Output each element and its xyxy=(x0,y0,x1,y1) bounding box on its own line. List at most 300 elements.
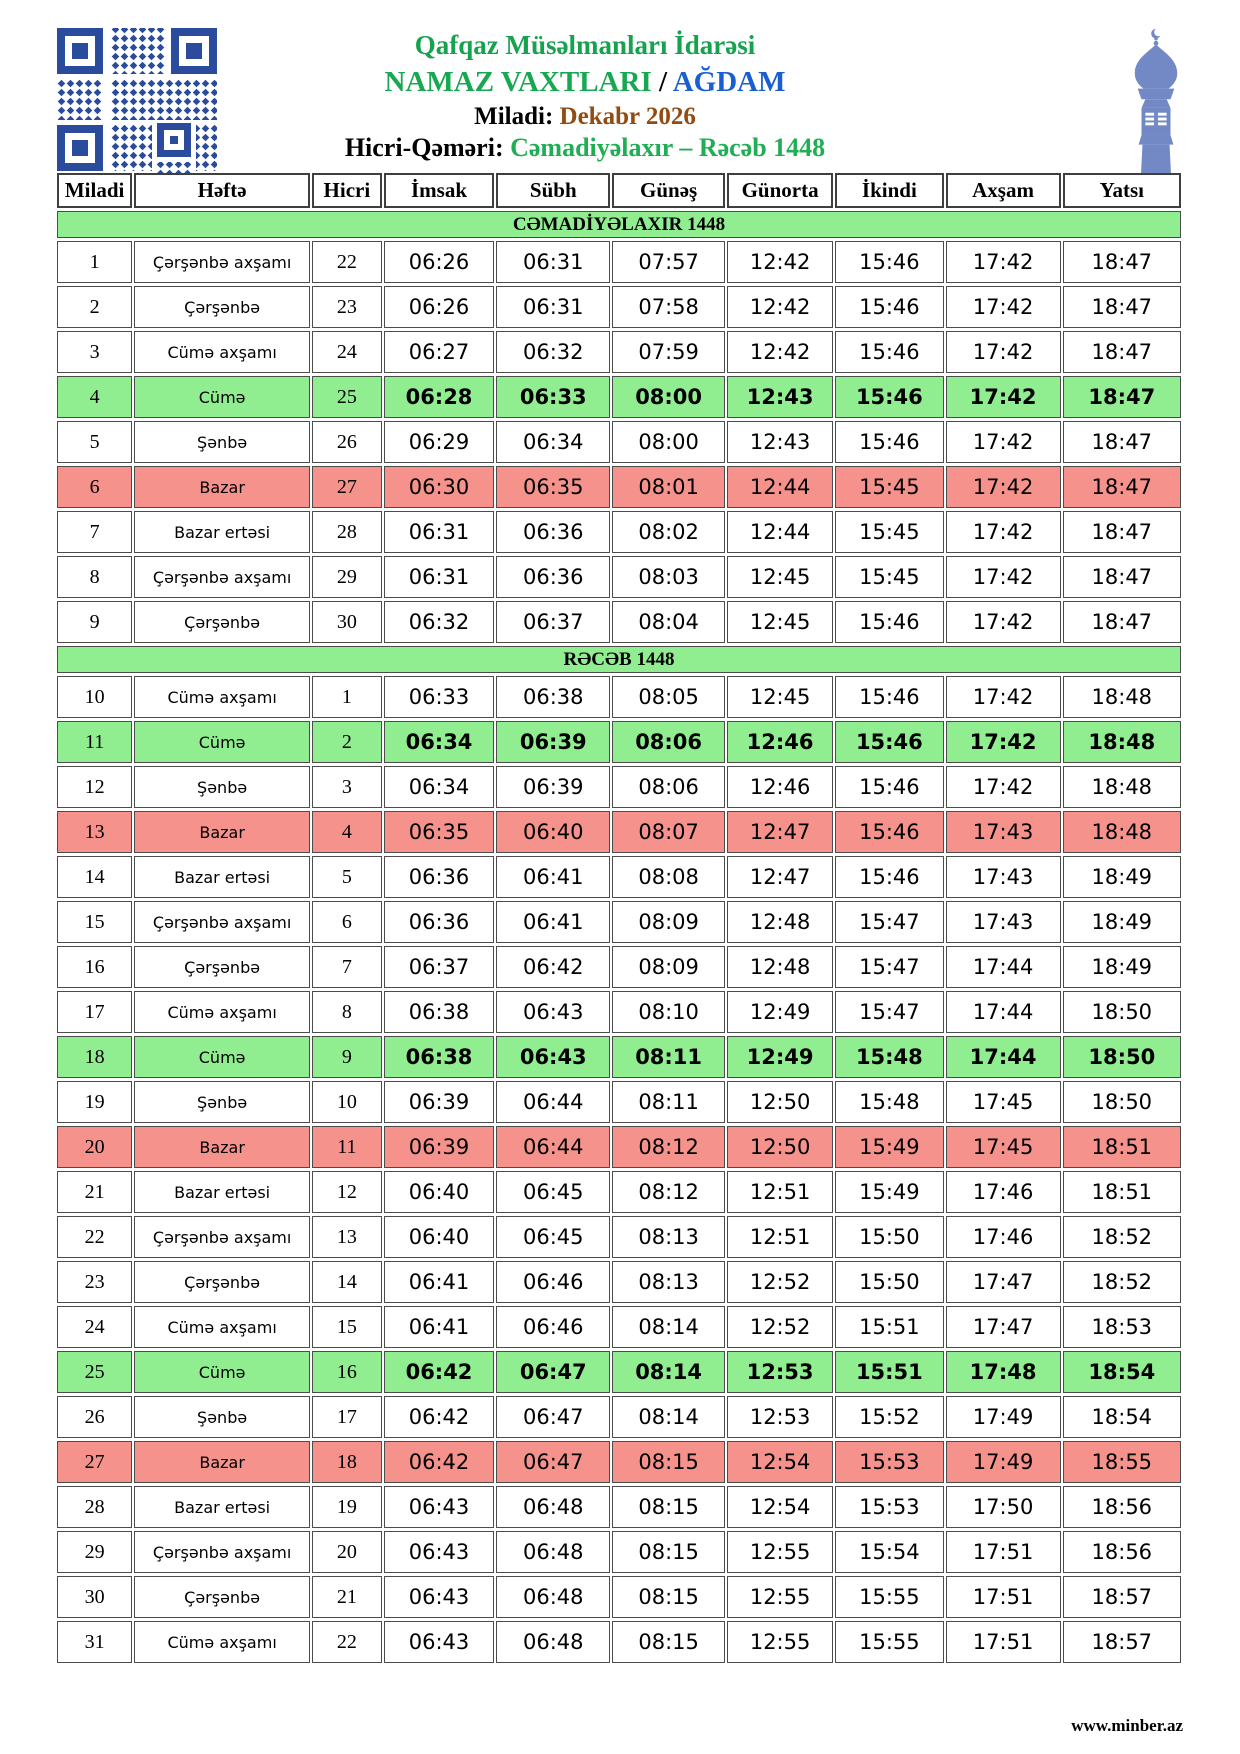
weekday-cell: Çərşənbə axşamı xyxy=(134,901,310,943)
gunorta-cell: 12:55 xyxy=(727,1576,833,1618)
weekday-cell: Bazar ertəsi xyxy=(134,511,310,553)
table-row xyxy=(57,811,1181,853)
gunes-cell: 08:06 xyxy=(612,766,725,808)
miladi-cell: 17 xyxy=(57,991,132,1033)
subh-cell: 06:45 xyxy=(496,1216,610,1258)
hicri-cell: 22 xyxy=(312,1621,382,1663)
title-block xyxy=(40,30,1130,163)
ikindi-cell: 15:55 xyxy=(835,1621,943,1663)
miladi-cell: 3 xyxy=(57,331,132,373)
weekday-cell: Çərşənbə xyxy=(134,946,310,988)
gunes-cell: 08:11 xyxy=(612,1081,725,1123)
subh-cell: 06:34 xyxy=(496,421,610,463)
miladi-cell: 8 xyxy=(57,556,132,598)
hicri-cell: 27 xyxy=(312,466,382,508)
imsak-cell: 06:34 xyxy=(384,721,495,763)
gunes-cell: 07:58 xyxy=(612,286,725,328)
axsam-cell: 17:46 xyxy=(946,1171,1061,1213)
gunes-cell: 08:14 xyxy=(612,1396,725,1438)
gunes-cell: 07:59 xyxy=(612,331,725,373)
ikindi-cell: 15:51 xyxy=(835,1306,943,1348)
axsam-cell: 17:42 xyxy=(946,766,1061,808)
hicri-cell: 21 xyxy=(312,1576,382,1618)
yatsi-cell: 18:49 xyxy=(1063,901,1181,943)
gunorta-cell: 12:48 xyxy=(727,946,833,988)
hicri-cell: 2 xyxy=(312,721,382,763)
miladi-cell: 7 xyxy=(57,511,132,553)
weekday-cell: Çərşənbə xyxy=(134,1261,310,1303)
ikindi-cell: 15:54 xyxy=(835,1531,943,1573)
ikindi-cell: 15:46 xyxy=(835,331,943,373)
subh-cell: 06:31 xyxy=(496,286,610,328)
gunes-cell: 08:08 xyxy=(612,856,725,898)
gunorta-cell: 12:51 xyxy=(727,1171,833,1213)
miladi-cell: 11 xyxy=(57,721,132,763)
weekday-cell: Cümə xyxy=(134,1036,310,1078)
subh-cell: 06:47 xyxy=(496,1396,610,1438)
weekday-cell: Cümə axşamı xyxy=(134,1621,310,1663)
table-row xyxy=(57,1576,1181,1618)
miladi-cell: 2 xyxy=(57,286,132,328)
axsam-cell: 17:51 xyxy=(946,1531,1061,1573)
gunorta-cell: 12:42 xyxy=(727,331,833,373)
miladi-cell: 29 xyxy=(57,1531,132,1573)
col-header-hicri: Hicri xyxy=(312,173,382,208)
miladi-cell: 15 xyxy=(57,901,132,943)
hicri-cell: 15 xyxy=(312,1306,382,1348)
ikindi-cell: 15:46 xyxy=(835,286,943,328)
table-row xyxy=(57,1171,1181,1213)
col-header-axsam: Axşam xyxy=(946,173,1061,208)
hicri-cell: 10 xyxy=(312,1081,382,1123)
hicri-cell: 25 xyxy=(312,376,382,418)
ikindi-cell: 15:53 xyxy=(835,1441,943,1483)
gunes-cell: 08:00 xyxy=(612,421,725,463)
table-row xyxy=(57,601,1181,643)
weekday-cell: Şənbə xyxy=(134,1396,310,1438)
ikindi-cell: 15:46 xyxy=(835,601,943,643)
hicri-cell: 6 xyxy=(312,901,382,943)
gunes-cell: 08:12 xyxy=(612,1171,725,1213)
yatsi-cell: 18:48 xyxy=(1063,811,1181,853)
ikindi-cell: 15:46 xyxy=(835,421,943,463)
ikindi-cell: 15:53 xyxy=(835,1486,943,1528)
axsam-cell: 17:49 xyxy=(946,1396,1061,1438)
miladi-label: Miladi: xyxy=(474,103,554,131)
subh-cell: 06:33 xyxy=(496,376,610,418)
axsam-cell: 17:43 xyxy=(946,901,1061,943)
imsak-cell: 06:27 xyxy=(384,331,495,373)
imsak-cell: 06:32 xyxy=(384,601,495,643)
yatsi-cell: 18:56 xyxy=(1063,1486,1181,1528)
weekday-cell: Çərşənbə axşamı xyxy=(134,241,310,283)
gunorta-cell: 12:45 xyxy=(727,556,833,598)
miladi-cell: 6 xyxy=(57,466,132,508)
miladi-cell: 16 xyxy=(57,946,132,988)
ikindi-cell: 15:46 xyxy=(835,766,943,808)
miladi-cell: 19 xyxy=(57,1081,132,1123)
gunorta-cell: 12:44 xyxy=(727,511,833,553)
axsam-cell: 17:42 xyxy=(946,466,1061,508)
weekday-cell: Bazar xyxy=(134,466,310,508)
hicri-cell: 22 xyxy=(312,241,382,283)
axsam-cell: 17:42 xyxy=(946,511,1061,553)
imsak-cell: 06:41 xyxy=(384,1261,495,1303)
imsak-cell: 06:29 xyxy=(384,421,495,463)
ikindi-cell: 15:45 xyxy=(835,511,943,553)
gunorta-cell: 12:49 xyxy=(727,1036,833,1078)
imsak-cell: 06:31 xyxy=(384,556,495,598)
imsak-cell: 06:43 xyxy=(384,1531,495,1573)
gunorta-cell: 12:54 xyxy=(727,1441,833,1483)
weekday-cell: Şənbə xyxy=(134,766,310,808)
imsak-cell: 06:42 xyxy=(384,1396,495,1438)
yatsi-cell: 18:52 xyxy=(1063,1216,1181,1258)
table-row xyxy=(57,1621,1181,1663)
axsam-cell: 17:42 xyxy=(946,556,1061,598)
table-row xyxy=(57,1261,1181,1303)
table-row xyxy=(57,286,1181,328)
axsam-cell: 17:49 xyxy=(946,1441,1061,1483)
imsak-cell: 06:37 xyxy=(384,946,495,988)
hicri-cell: 23 xyxy=(312,286,382,328)
miladi-cell: 4 xyxy=(57,376,132,418)
yatsi-cell: 18:47 xyxy=(1063,466,1181,508)
col-header-gunorta: Günorta xyxy=(727,173,833,208)
miladi-cell: 10 xyxy=(57,676,132,718)
table-header-row xyxy=(57,173,1181,208)
gunorta-cell: 12:52 xyxy=(727,1261,833,1303)
table-row xyxy=(57,466,1181,508)
page-title xyxy=(40,65,1130,99)
section-title: RƏCƏB 1448 xyxy=(57,646,1181,673)
ikindi-cell: 15:47 xyxy=(835,946,943,988)
weekday-cell: Bazar xyxy=(134,811,310,853)
hicri-cell: 13 xyxy=(312,1216,382,1258)
table-row xyxy=(57,376,1181,418)
yatsi-cell: 18:47 xyxy=(1063,286,1181,328)
gunes-cell: 08:07 xyxy=(612,811,725,853)
table-row xyxy=(57,1216,1181,1258)
section-title: CƏMADİYƏLAXIR 1448 xyxy=(57,211,1181,238)
city-name: AĞDAM xyxy=(672,65,786,98)
ikindi-cell: 15:46 xyxy=(835,241,943,283)
table-row xyxy=(57,946,1181,988)
miladi-cell: 26 xyxy=(57,1396,132,1438)
yatsi-cell: 18:48 xyxy=(1063,676,1181,718)
table-row xyxy=(57,241,1181,283)
imsak-cell: 06:31 xyxy=(384,511,495,553)
weekday-cell: Cümə axşamı xyxy=(134,676,310,718)
prayer-table-body xyxy=(57,211,1181,1663)
col-header-yatsi: Yatsı xyxy=(1063,173,1181,208)
subh-cell: 06:46 xyxy=(496,1261,610,1303)
hicri-cell: 16 xyxy=(312,1351,382,1393)
hicri-cell: 26 xyxy=(312,421,382,463)
yatsi-cell: 18:48 xyxy=(1063,766,1181,808)
ikindi-cell: 15:49 xyxy=(835,1126,943,1168)
table-row xyxy=(57,331,1181,373)
axsam-cell: 17:50 xyxy=(946,1486,1061,1528)
section-band-row xyxy=(57,211,1181,238)
subh-cell: 06:38 xyxy=(496,676,610,718)
weekday-cell: Bazar ertəsi xyxy=(134,1171,310,1213)
miladi-cell: 30 xyxy=(57,1576,132,1618)
miladi-cell: 1 xyxy=(57,241,132,283)
gunes-cell: 08:10 xyxy=(612,991,725,1033)
axsam-cell: 17:44 xyxy=(946,1036,1061,1078)
table-row xyxy=(57,1306,1181,1348)
gunes-cell: 08:09 xyxy=(612,946,725,988)
ikindi-cell: 15:46 xyxy=(835,676,943,718)
table-row xyxy=(57,556,1181,598)
axsam-cell: 17:48 xyxy=(946,1351,1061,1393)
yatsi-cell: 18:50 xyxy=(1063,1081,1181,1123)
gunes-cell: 08:01 xyxy=(612,466,725,508)
ikindi-cell: 15:45 xyxy=(835,556,943,598)
imsak-cell: 06:34 xyxy=(384,766,495,808)
table-row xyxy=(57,1396,1181,1438)
subh-cell: 06:44 xyxy=(496,1126,610,1168)
gunes-cell: 08:15 xyxy=(612,1486,725,1528)
table-row xyxy=(57,1486,1181,1528)
ikindi-cell: 15:50 xyxy=(835,1261,943,1303)
yatsi-cell: 18:55 xyxy=(1063,1441,1181,1483)
yatsi-cell: 18:53 xyxy=(1063,1306,1181,1348)
ikindi-cell: 15:47 xyxy=(835,901,943,943)
gunes-cell: 08:15 xyxy=(612,1531,725,1573)
gunes-cell: 08:13 xyxy=(612,1261,725,1303)
axsam-cell: 17:43 xyxy=(946,811,1061,853)
gunes-cell: 08:06 xyxy=(612,721,725,763)
imsak-cell: 06:26 xyxy=(384,286,495,328)
gunes-cell: 08:11 xyxy=(612,1036,725,1078)
axsam-cell: 17:47 xyxy=(946,1306,1061,1348)
yatsi-cell: 18:51 xyxy=(1063,1171,1181,1213)
miladi-cell: 18 xyxy=(57,1036,132,1078)
subh-cell: 06:36 xyxy=(496,556,610,598)
miladi-cell: 12 xyxy=(57,766,132,808)
axsam-cell: 17:47 xyxy=(946,1261,1061,1303)
imsak-cell: 06:36 xyxy=(384,856,495,898)
gunorta-cell: 12:55 xyxy=(727,1531,833,1573)
subh-cell: 06:48 xyxy=(496,1531,610,1573)
table-row xyxy=(57,1351,1181,1393)
ikindi-cell: 15:46 xyxy=(835,376,943,418)
ikindi-cell: 15:49 xyxy=(835,1171,943,1213)
miladi-line xyxy=(40,102,1130,132)
gunes-cell: 08:03 xyxy=(612,556,725,598)
gunes-cell: 08:14 xyxy=(612,1351,725,1393)
axsam-cell: 17:44 xyxy=(946,991,1061,1033)
hicri-value: Cəmadiyəlaxır – Rəcəb 1448 xyxy=(510,132,826,162)
axsam-cell: 17:51 xyxy=(946,1576,1061,1618)
miladi-cell: 31 xyxy=(57,1621,132,1663)
hicri-cell: 12 xyxy=(312,1171,382,1213)
imsak-cell: 06:38 xyxy=(384,991,495,1033)
hicri-cell: 28 xyxy=(312,511,382,553)
weekday-cell: Cümə axşamı xyxy=(134,331,310,373)
weekday-cell: Cümə xyxy=(134,1351,310,1393)
yatsi-cell: 18:50 xyxy=(1063,1036,1181,1078)
ikindi-cell: 15:52 xyxy=(835,1396,943,1438)
gunes-cell: 08:00 xyxy=(612,376,725,418)
subh-cell: 06:42 xyxy=(496,946,610,988)
ikindi-cell: 15:46 xyxy=(835,811,943,853)
gunes-cell: 08:12 xyxy=(612,1126,725,1168)
axsam-cell: 17:46 xyxy=(946,1216,1061,1258)
imsak-cell: 06:43 xyxy=(384,1621,495,1663)
weekday-cell: Bazar xyxy=(134,1126,310,1168)
col-header-imsak: İmsak xyxy=(384,173,495,208)
weekday-cell: Çərşənbə xyxy=(134,1576,310,1618)
gunes-cell: 08:15 xyxy=(612,1621,725,1663)
axsam-cell: 17:44 xyxy=(946,946,1061,988)
hicri-line xyxy=(40,133,1130,164)
miladi-cell: 9 xyxy=(57,601,132,643)
gunorta-cell: 12:50 xyxy=(727,1081,833,1123)
axsam-cell: 17:42 xyxy=(946,676,1061,718)
table-row xyxy=(57,991,1181,1033)
axsam-cell: 17:45 xyxy=(946,1081,1061,1123)
prayer-times-table xyxy=(55,170,1183,1666)
gunes-cell: 08:14 xyxy=(612,1306,725,1348)
weekday-cell: Cümə xyxy=(134,721,310,763)
col-header-subh: Sübh xyxy=(496,173,610,208)
gunorta-cell: 12:51 xyxy=(727,1216,833,1258)
imsak-cell: 06:42 xyxy=(384,1441,495,1483)
gunorta-cell: 12:53 xyxy=(727,1351,833,1393)
yatsi-cell: 18:47 xyxy=(1063,421,1181,463)
yatsi-cell: 18:49 xyxy=(1063,856,1181,898)
gunorta-cell: 12:55 xyxy=(727,1621,833,1663)
imsak-cell: 06:40 xyxy=(384,1171,495,1213)
imsak-cell: 06:28 xyxy=(384,376,495,418)
table-row xyxy=(57,511,1181,553)
minaret-icon xyxy=(1127,26,1185,184)
ikindi-cell: 15:46 xyxy=(835,721,943,763)
ikindi-cell: 15:50 xyxy=(835,1216,943,1258)
imsak-cell: 06:39 xyxy=(384,1126,495,1168)
imsak-cell: 06:40 xyxy=(384,1216,495,1258)
imsak-cell: 06:41 xyxy=(384,1306,495,1348)
gunorta-cell: 12:45 xyxy=(727,676,833,718)
weekday-cell: Çərşənbə axşamı xyxy=(134,1531,310,1573)
miladi-cell: 21 xyxy=(57,1171,132,1213)
axsam-cell: 17:42 xyxy=(946,286,1061,328)
hicri-cell: 29 xyxy=(312,556,382,598)
gunorta-cell: 12:49 xyxy=(727,991,833,1033)
hicri-cell: 3 xyxy=(312,766,382,808)
yatsi-cell: 18:52 xyxy=(1063,1261,1181,1303)
yatsi-cell: 18:50 xyxy=(1063,991,1181,1033)
axsam-cell: 17:42 xyxy=(946,331,1061,373)
hicri-cell: 17 xyxy=(312,1396,382,1438)
yatsi-cell: 18:47 xyxy=(1063,331,1181,373)
weekday-cell: Çərşənbə xyxy=(134,286,310,328)
miladi-cell: 24 xyxy=(57,1306,132,1348)
subh-cell: 06:44 xyxy=(496,1081,610,1123)
subh-cell: 06:36 xyxy=(496,511,610,553)
miladi-cell: 13 xyxy=(57,811,132,853)
subh-cell: 06:47 xyxy=(496,1351,610,1393)
imsak-cell: 06:33 xyxy=(384,676,495,718)
yatsi-cell: 18:54 xyxy=(1063,1396,1181,1438)
hicri-cell: 8 xyxy=(312,991,382,1033)
subh-cell: 06:41 xyxy=(496,901,610,943)
gunorta-cell: 12:53 xyxy=(727,1396,833,1438)
ikindi-cell: 15:48 xyxy=(835,1081,943,1123)
ikindi-cell: 15:55 xyxy=(835,1576,943,1618)
weekday-cell: Cümə axşamı xyxy=(134,991,310,1033)
subh-cell: 06:48 xyxy=(496,1621,610,1663)
table-row xyxy=(57,1036,1181,1078)
hicri-cell: 1 xyxy=(312,676,382,718)
yatsi-cell: 18:47 xyxy=(1063,376,1181,418)
subh-cell: 06:43 xyxy=(496,991,610,1033)
imsak-cell: 06:35 xyxy=(384,811,495,853)
gunorta-cell: 12:44 xyxy=(727,466,833,508)
gunes-cell: 08:15 xyxy=(612,1576,725,1618)
miladi-cell: 25 xyxy=(57,1351,132,1393)
hicri-cell: 18 xyxy=(312,1441,382,1483)
gunorta-cell: 12:42 xyxy=(727,286,833,328)
title-namaz: NAMAZ VAXTLARI xyxy=(384,65,652,98)
hicri-cell: 11 xyxy=(312,1126,382,1168)
gunorta-cell: 12:50 xyxy=(727,1126,833,1168)
gunorta-cell: 12:45 xyxy=(727,601,833,643)
subh-cell: 06:32 xyxy=(496,331,610,373)
gunorta-cell: 12:47 xyxy=(727,856,833,898)
table-row xyxy=(57,421,1181,463)
col-header-gunes: Günəş xyxy=(612,173,725,208)
imsak-cell: 06:43 xyxy=(384,1486,495,1528)
table-row xyxy=(57,721,1181,763)
section-band-row xyxy=(57,646,1181,673)
imsak-cell: 06:42 xyxy=(384,1351,495,1393)
gunes-cell: 08:04 xyxy=(612,601,725,643)
miladi-cell: 27 xyxy=(57,1441,132,1483)
gunorta-cell: 12:47 xyxy=(727,811,833,853)
gunorta-cell: 12:48 xyxy=(727,901,833,943)
weekday-cell: Cümə xyxy=(134,376,310,418)
ikindi-cell: 15:51 xyxy=(835,1351,943,1393)
yatsi-cell: 18:47 xyxy=(1063,556,1181,598)
miladi-cell: 22 xyxy=(57,1216,132,1258)
weekday-cell: Bazar ertəsi xyxy=(134,856,310,898)
subh-cell: 06:48 xyxy=(496,1486,610,1528)
gunorta-cell: 12:46 xyxy=(727,721,833,763)
yatsi-cell: 18:57 xyxy=(1063,1621,1181,1663)
table-row xyxy=(57,766,1181,808)
hicri-cell: 19 xyxy=(312,1486,382,1528)
ikindi-cell: 15:45 xyxy=(835,466,943,508)
weekday-cell: Çərşənbə axşamı xyxy=(134,556,310,598)
axsam-cell: 17:42 xyxy=(946,241,1061,283)
yatsi-cell: 18:54 xyxy=(1063,1351,1181,1393)
table-row xyxy=(57,1441,1181,1483)
miladi-cell: 28 xyxy=(57,1486,132,1528)
gunes-cell: 08:05 xyxy=(612,676,725,718)
imsak-cell: 06:36 xyxy=(384,901,495,943)
axsam-cell: 17:51 xyxy=(946,1621,1061,1663)
table-row xyxy=(57,856,1181,898)
subh-cell: 06:37 xyxy=(496,601,610,643)
yatsi-cell: 18:47 xyxy=(1063,601,1181,643)
hicri-cell: 30 xyxy=(312,601,382,643)
axsam-cell: 17:43 xyxy=(946,856,1061,898)
imsak-cell: 06:26 xyxy=(384,241,495,283)
